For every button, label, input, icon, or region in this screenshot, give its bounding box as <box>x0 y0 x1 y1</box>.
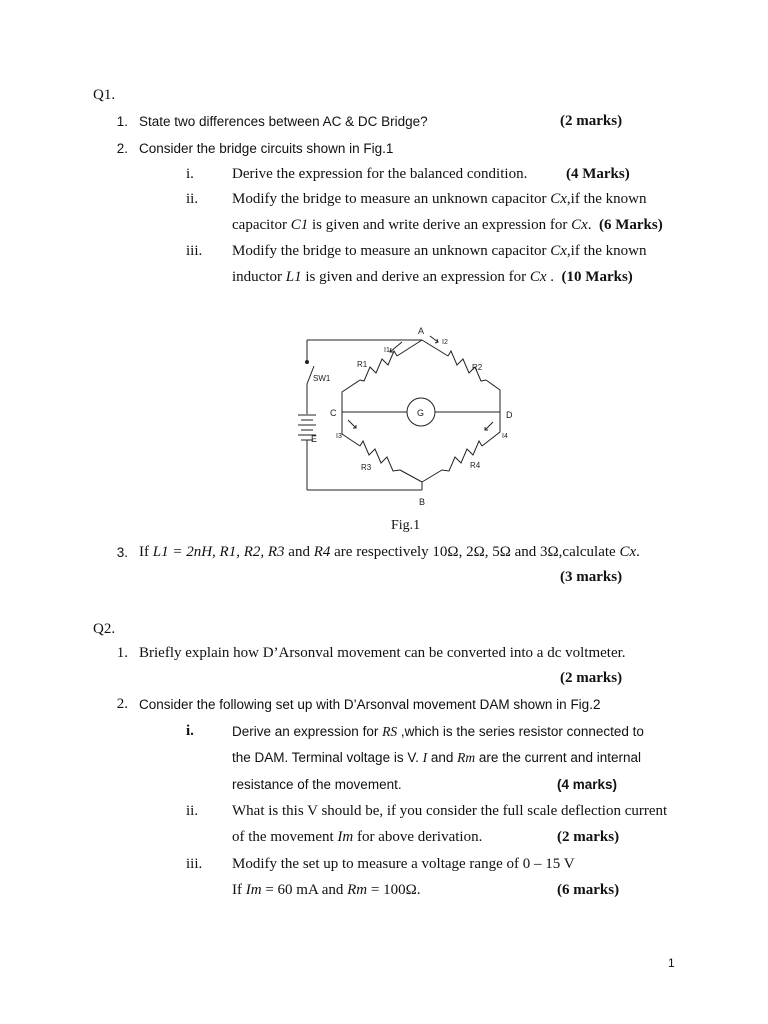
arrow-i1 <box>390 342 402 352</box>
var-cx: Cx <box>571 217 588 233</box>
text: Modify the bridge to measure an unknown capacitor <box>232 191 551 207</box>
q1-item3-number: 3. <box>116 545 128 560</box>
i3-label: I3 <box>336 433 342 440</box>
q1-sub-i-text: Derive the expression for the balanced condition. <box>232 166 528 182</box>
i1-label: I1 <box>384 347 390 354</box>
q2-sub-ii-line1: What is this V should be, if you consider the full scale deflection current <box>232 803 668 819</box>
math-expr: L1 = 2nH, R1, R2, R3 <box>152 544 285 560</box>
q1-item2-text: Consider the bridge circuits shown in Fig.1 <box>139 141 394 156</box>
q1-sub-ii-line1 <box>232 191 647 208</box>
page-number: 1 <box>668 956 675 970</box>
text: are respectively 10Ω, 2Ω, 5Ω and 3Ω,calculate <box>330 544 620 560</box>
q2-sub-i-line2 <box>232 750 641 766</box>
q2-sub-i-number: i. <box>186 723 194 739</box>
figure-caption: Fig.1 <box>391 518 421 533</box>
q2-item2-number: 2. <box>116 696 128 712</box>
var-cx: Cx <box>619 544 637 560</box>
var-im: Im <box>337 829 354 845</box>
bridge-circuit-diagram <box>290 322 540 512</box>
arm-r4-b <box>422 470 442 482</box>
var-cx: Cx <box>529 269 547 285</box>
text: is given and derive an expression for <box>301 269 530 285</box>
q1-sub-ii-number: ii. <box>186 191 199 207</box>
text: the DAM. Terminal voltage is V. <box>232 750 423 765</box>
text: ,if the known <box>566 243 647 259</box>
r1-label: R1 <box>357 360 368 369</box>
q1-sub-ii-marks: (6 Marks) <box>599 217 663 233</box>
q2-sub-ii-number: ii. <box>186 803 199 819</box>
q1-sub-i-number: i. <box>186 166 194 182</box>
q1-item1-marks: (2 marks) <box>560 113 623 129</box>
q2-sub-i-line3: resistance of the movement. <box>232 777 402 792</box>
q1-item3-text <box>139 544 640 561</box>
q2-item1-marks: (2 marks) <box>560 670 623 686</box>
var-rm: Rm <box>457 750 476 765</box>
var-im: Im <box>245 882 262 898</box>
text: . <box>636 544 640 560</box>
q2-sub-ii-line2 <box>232 829 482 846</box>
arm-r3-b <box>400 470 422 482</box>
arm-r1-c <box>342 380 360 412</box>
node-c-label: C <box>330 408 337 418</box>
q2-sub-iii-line2 <box>232 882 420 899</box>
q1-heading: Q1. <box>93 87 116 103</box>
text: are the current and internal <box>475 750 641 765</box>
q1-sub-iii-line1 <box>232 243 647 260</box>
q2-item2-text: Consider the following set up with D’Arsonval movement DAM shown in Fig.2 <box>139 697 601 712</box>
q1-item1-text: State two differences between AC & DC Bridge? <box>139 114 428 129</box>
text: If <box>232 882 246 898</box>
text: and <box>427 750 458 765</box>
arrow-i4 <box>485 422 493 430</box>
switch-contact <box>306 361 309 364</box>
q2-sub-i-line1 <box>232 724 644 740</box>
q1-item2-number: 2. <box>116 141 128 156</box>
node-d-label: D <box>506 410 513 420</box>
var-i: I <box>422 750 428 765</box>
var-l1: L1 <box>285 269 302 285</box>
r2-label: R2 <box>472 363 483 372</box>
i2-label: I2 <box>442 339 448 346</box>
q1-sub-iii-marks: (10 Marks) <box>561 269 633 285</box>
q2-sub-ii-marks: (2 marks) <box>557 829 620 845</box>
text: and <box>284 544 314 560</box>
arrow-i2 <box>430 336 438 342</box>
var-cx: Cx <box>550 191 567 207</box>
node-b-label: B <box>419 497 426 507</box>
text: ,if the known <box>566 191 647 207</box>
q1-sub-iii-line2 <box>232 269 633 286</box>
q2-heading: Q2. <box>93 621 116 637</box>
arm-r2-d <box>486 380 500 412</box>
arrow-i3 <box>348 420 356 428</box>
q1-sub-iii-number: iii. <box>186 243 203 259</box>
text: . <box>587 217 592 233</box>
text: If <box>139 544 153 560</box>
i4-label: I4 <box>502 433 508 440</box>
r4-label: R4 <box>470 461 481 470</box>
var-cx: Cx <box>550 243 567 259</box>
text: Derive an expression for <box>232 724 383 739</box>
switch-label: SW1 <box>313 374 331 383</box>
galvanometer-label: G <box>417 408 425 418</box>
q2-item1-number: 1. <box>116 645 128 661</box>
r3-label: R3 <box>361 463 372 472</box>
var-rm: Rm <box>347 882 368 898</box>
q2-item1-text: Briefly explain how D’Arsonval movement can be converted into a dc voltmeter. <box>139 645 626 661</box>
q1-item1-number: 1. <box>116 114 128 129</box>
text: . <box>546 269 555 285</box>
text: for above derivation. <box>353 829 483 845</box>
arm-c-r3 <box>342 412 360 446</box>
text: ,which is the series resistor connected to <box>397 724 644 739</box>
q2-sub-i-marks: (4 marks) <box>557 777 618 792</box>
q2-sub-iii-marks: (6 marks) <box>557 882 620 898</box>
q2-sub-iii-number: iii. <box>186 856 203 872</box>
text: = 100Ω. <box>367 882 421 898</box>
text: inductor <box>232 269 286 285</box>
text: is given and write derive an expression for <box>308 217 572 233</box>
q1-sub-ii-line2 <box>232 217 663 234</box>
q2-sub-iii-line1: Modify the set up to measure a voltage range of 0 – 15 V <box>232 856 575 872</box>
text: = 60 mA and <box>261 882 348 898</box>
q1-sub-i-marks: (4 Marks) <box>566 166 630 182</box>
text: of the movement <box>232 829 338 845</box>
node-a-label: A <box>418 326 425 336</box>
q1-item3-marks: (3 marks) <box>560 569 623 585</box>
var-r4: R4 <box>313 544 331 560</box>
var-rs: RS <box>382 724 398 739</box>
battery-label: E <box>311 434 318 444</box>
text: capacitor <box>232 217 291 233</box>
var-c1: C1 <box>290 217 309 233</box>
text: Modify the bridge to measure an unknown capacitor <box>232 243 551 259</box>
